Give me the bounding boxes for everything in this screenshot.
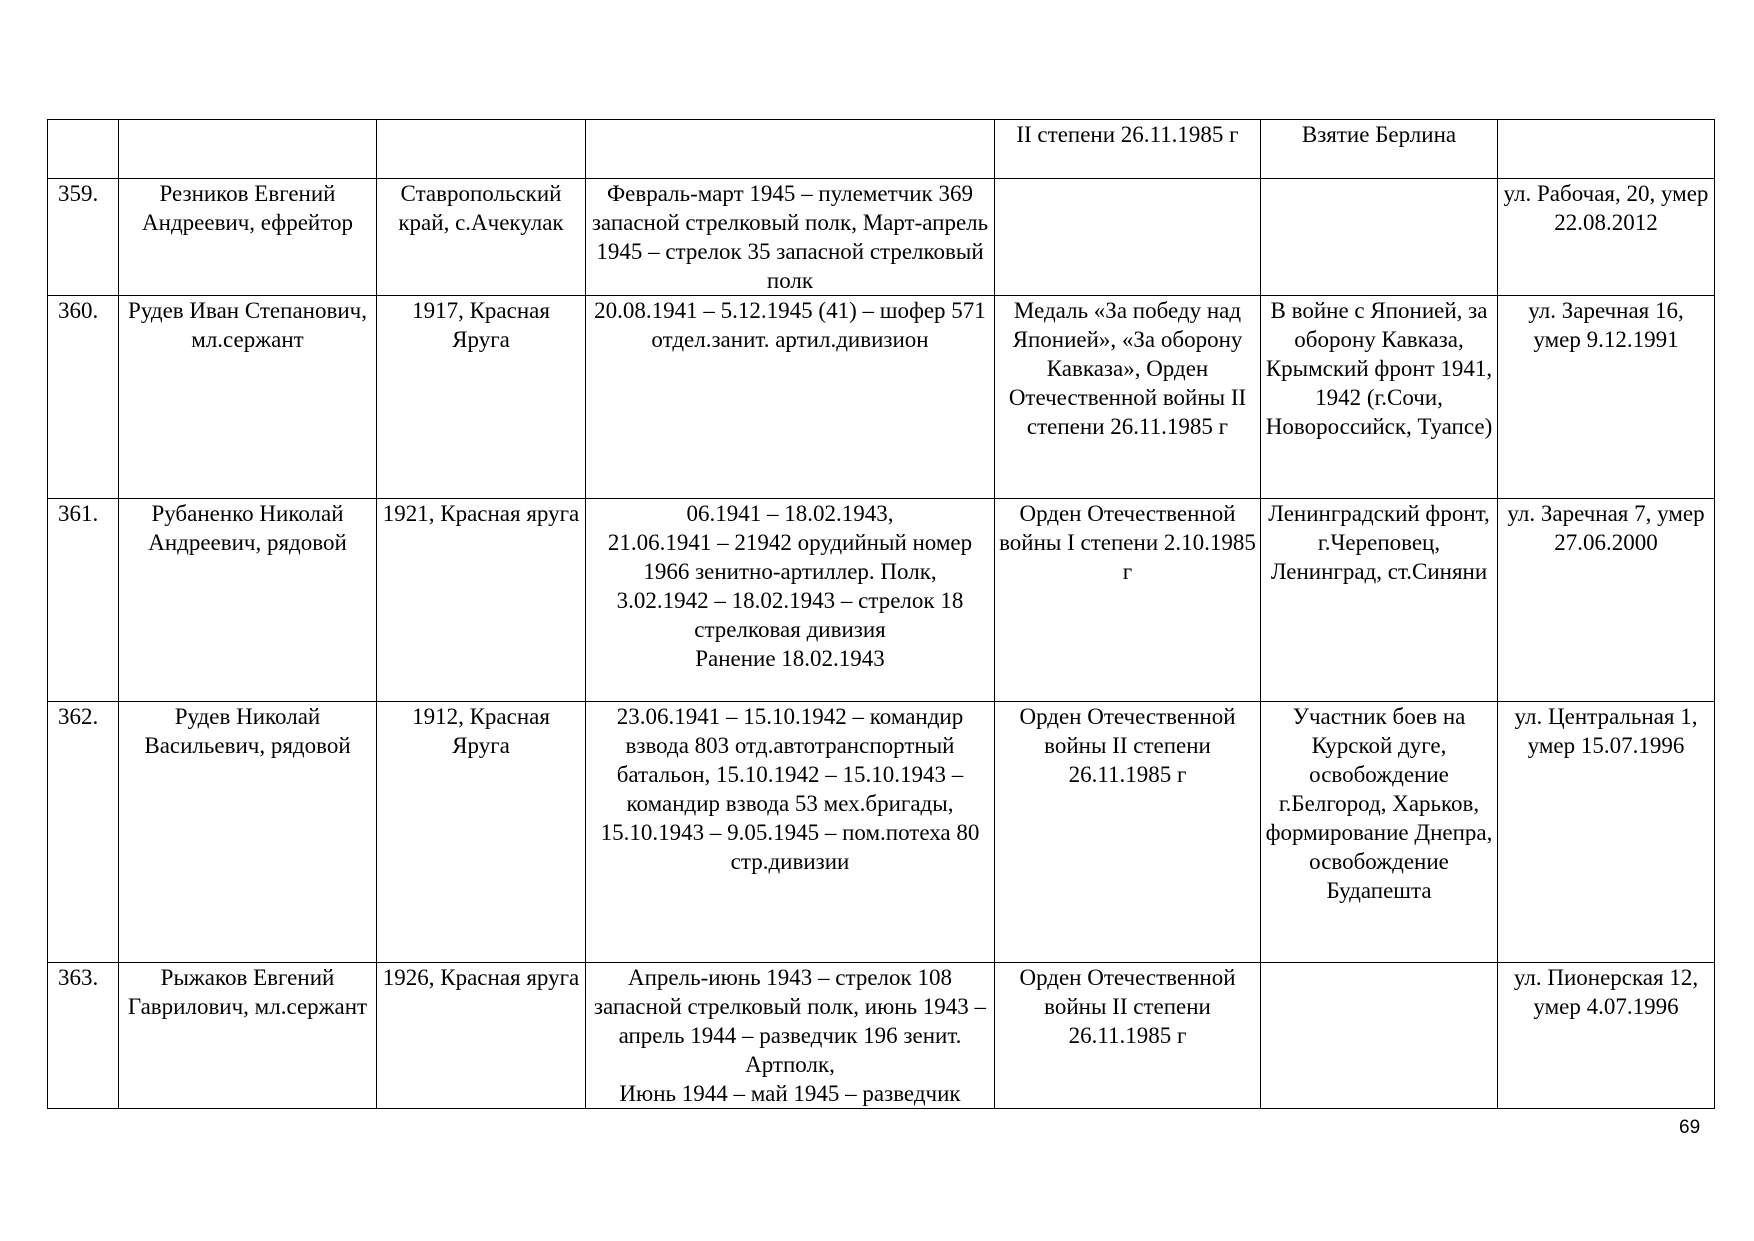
- awards-cell: Орден Отечественной войны II степени 26.11.1985 г: [995, 702, 1261, 963]
- table-row: [48, 179, 1715, 296]
- name-rank-cell: Рубаненко Николай Андреевич, рядовой: [119, 499, 377, 702]
- service-cell: 20.08.1941 – 5.12.1945 (41) – шофер 571 отдел.занит. артил.дивизион: [586, 296, 995, 499]
- name-rank-cell: Резников Евгений Андреевич, ефрейтор: [119, 179, 377, 296]
- awards-cell: Орден Отечественной войны I степени 2.10.1985 г: [995, 499, 1261, 702]
- birth-place-cell: 1926, Красная яруга: [377, 963, 586, 1109]
- address-death-cell: [1498, 120, 1715, 179]
- battles-cell: Ленинградский фронт, г.Череповец, Ленинград, ст.Синяни: [1261, 499, 1498, 702]
- birth-place-cell: 1917, Красная Яруга: [377, 296, 586, 499]
- table-row: [48, 702, 1715, 963]
- name-rank-cell: [119, 120, 377, 179]
- table-row: [48, 120, 1715, 179]
- birth-place-cell: 1921, Красная яруга: [377, 499, 586, 702]
- battles-cell: [1261, 179, 1498, 296]
- table-row: [48, 296, 1715, 499]
- birth-place-cell: 1912, Красная Яруга: [377, 702, 586, 963]
- battles-cell: [1261, 963, 1498, 1109]
- battles-cell: Участник боев на Курской дуге, освобождение г.Белгород, Харьков, формирование Днепра, освобождение Будапешта: [1261, 702, 1498, 963]
- awards-cell: Медаль «За победу над Японией», «За оборону Кавказа», Орден Отечественной войны II степени 26.11.1985 г: [995, 296, 1261, 499]
- name-rank-cell: Рыжаков Евгений Гаврилович, мл.сержант: [119, 963, 377, 1109]
- address-death-cell: ул. Центральная 1, умер 15.07.1996: [1498, 702, 1715, 963]
- veterans-table: [47, 119, 1715, 1109]
- awards-cell: [995, 179, 1261, 296]
- address-death-cell: ул. Заречная 7, умер 27.06.2000: [1498, 499, 1715, 702]
- row-number-cell: 359.: [48, 179, 119, 296]
- row-number-cell: 361.: [48, 499, 119, 702]
- row-number-cell: 363.: [48, 963, 119, 1109]
- address-death-cell: ул. Рабочая, 20, умер 22.08.2012: [1498, 179, 1715, 296]
- page-number: 69: [1679, 1117, 1701, 1138]
- row-number-cell: [48, 120, 119, 179]
- awards-cell: II степени 26.11.1985 г: [995, 120, 1261, 179]
- name-rank-cell: Рудев Николай Васильевич, рядовой: [119, 702, 377, 963]
- battles-cell: Взятие Берлина: [1261, 120, 1498, 179]
- address-death-cell: ул. Заречная 16, умер 9.12.1991: [1498, 296, 1715, 499]
- birth-place-cell: Ставропольский край, с.Ачекулак: [377, 179, 586, 296]
- address-death-cell: ул. Пионерская 12, умер 4.07.1996: [1498, 963, 1715, 1109]
- table-row: [48, 963, 1715, 1109]
- service-cell: Апрель-июнь 1943 – стрелок 108 запасной стрелковый полк, июнь 1943 – апрель 1944 – разведчик 196 зенит. Артполк, Июнь 1944 – май 1945 – разведчик: [586, 963, 995, 1109]
- service-cell: 23.06.1941 – 15.10.1942 – командир взвода 803 отд.автотранспортный батальон, 15.10.1942 – 15.10.1943 – командир взвода 53 мех.бригады, 15.10.1943 – 9.05.1945 – пом.потеха 80 стр.дивизии: [586, 702, 995, 963]
- birth-place-cell: [377, 120, 586, 179]
- battles-cell: В войне с Японией, за оборону Кавказа, Крымский фронт 1941, 1942 (г.Сочи, Новороссийск, Туапсе): [1261, 296, 1498, 499]
- table-row: [48, 499, 1715, 702]
- awards-cell: Орден Отечественной войны II степени 26.11.1985 г: [995, 963, 1261, 1109]
- service-cell: 06.1941 – 18.02.1943, 21.06.1941 – 21942 орудийный номер 1966 зенитно-артиллер. Полк, 3.02.1942 – 18.02.1943 – стрелок 18 стрелковая дивизия Ранение 18.02.1943: [586, 499, 995, 702]
- service-cell: Февраль-март 1945 – пулеметчик 369 запасной стрелковый полк, Март-апрель 1945 – стрелок 35 запасной стрелковый полк: [586, 179, 995, 296]
- name-rank-cell: Рудев Иван Степанович, мл.сержант: [119, 296, 377, 499]
- row-number-cell: 360.: [48, 296, 119, 499]
- row-number-cell: 362.: [48, 702, 119, 963]
- service-cell: [586, 120, 995, 179]
